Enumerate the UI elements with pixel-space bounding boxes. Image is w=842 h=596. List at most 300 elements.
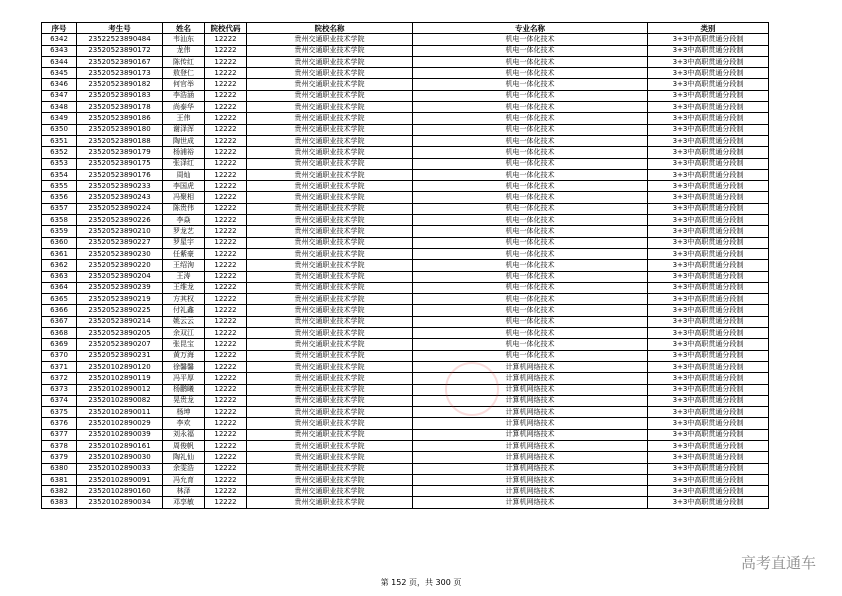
cell-major: 机电一体化技术 [413, 45, 648, 56]
cell-category: 3+3中高职贯通分段制 [648, 282, 769, 293]
cell-name: 何官举 [163, 79, 205, 90]
cell-name: 杨浦裕 [163, 147, 205, 158]
cell-major: 计算机网络技术 [413, 497, 648, 508]
table-row [42, 407, 769, 418]
cell-school-name: 贵州交通职业技术学院 [247, 361, 413, 372]
cell-school-name: 贵州交通职业技术学院 [247, 486, 413, 497]
cell-exam-id: 23520523890243 [77, 192, 163, 203]
cell-seq: 6344 [42, 56, 77, 67]
cell-school-name: 贵州交通职业技术学院 [247, 395, 413, 406]
cell-school-name: 贵州交通职业技术学院 [247, 113, 413, 124]
cell-seq: 6357 [42, 203, 77, 214]
cell-category: 3+3中高职贯通分段制 [648, 147, 769, 158]
cell-school-name: 贵州交通职业技术学院 [247, 463, 413, 474]
cell-major: 机电一体化技术 [413, 215, 648, 226]
cell-school-name: 贵州交通职业技术学院 [247, 474, 413, 485]
cell-exam-id: 23520523890179 [77, 147, 163, 158]
cell-category: 3+3中高职贯通分段制 [648, 486, 769, 497]
table-row [42, 169, 769, 180]
table-row [42, 395, 769, 406]
cell-major: 机电一体化技术 [413, 339, 648, 350]
cell-school-name: 贵州交通职业技术学院 [247, 34, 413, 45]
cell-category: 3+3中高职贯通分段制 [648, 90, 769, 101]
cell-school-code: 12222 [205, 497, 247, 508]
cell-major: 计算机网络技术 [413, 463, 648, 474]
table-row [42, 68, 769, 79]
cell-major: 计算机网络技术 [413, 395, 648, 406]
cell-major: 机电一体化技术 [413, 56, 648, 67]
cell-seq: 6380 [42, 463, 77, 474]
cell-school-name: 贵州交通职业技术学院 [247, 56, 413, 67]
cell-category: 3+3中高职贯通分段制 [648, 463, 769, 474]
cell-major: 机电一体化技术 [413, 158, 648, 169]
cell-major: 计算机网络技术 [413, 486, 648, 497]
cell-school-code: 12222 [205, 181, 247, 192]
cell-exam-id: 23520102890033 [77, 463, 163, 474]
cell-name: 李欢 [163, 418, 205, 429]
cell-school-code: 12222 [205, 113, 247, 124]
cell-major: 机电一体化技术 [413, 79, 648, 90]
cell-category: 3+3中高职贯通分段制 [648, 373, 769, 384]
cell-exam-id: 23520102890039 [77, 429, 163, 440]
cell-school-name: 贵州交通职业技术学院 [247, 237, 413, 248]
cell-school-code: 12222 [205, 384, 247, 395]
cell-name: 李国虎 [163, 181, 205, 192]
cell-major: 机电一体化技术 [413, 226, 648, 237]
cell-school-code: 12222 [205, 226, 247, 237]
table-row [42, 237, 769, 248]
cell-name: 敖登仁 [163, 68, 205, 79]
cell-school-code: 12222 [205, 339, 247, 350]
cell-seq: 6343 [42, 45, 77, 56]
table-row [42, 463, 769, 474]
cell-school-code: 12222 [205, 486, 247, 497]
table-row [42, 113, 769, 124]
cell-school-name: 贵州交通职业技术学院 [247, 226, 413, 237]
cell-major: 计算机网络技术 [413, 407, 648, 418]
cell-exam-id: 23520523890214 [77, 316, 163, 327]
cell-seq: 6355 [42, 181, 77, 192]
cell-name: 黄万海 [163, 350, 205, 361]
cell-exam-id: 23520523890178 [77, 102, 163, 113]
cell-major: 机电一体化技术 [413, 181, 648, 192]
cell-name: 刘永福 [163, 429, 205, 440]
table-row [42, 452, 769, 463]
cell-category: 3+3中高职贯通分段制 [648, 418, 769, 429]
cell-category: 3+3中高职贯通分段制 [648, 339, 769, 350]
cell-school-code: 12222 [205, 248, 247, 259]
cell-school-code: 12222 [205, 237, 247, 248]
cell-exam-id: 23520102890119 [77, 373, 163, 384]
cell-school-name: 贵州交通职业技术学院 [247, 328, 413, 339]
cell-major: 机电一体化技术 [413, 90, 648, 101]
cell-exam-id: 23520102890161 [77, 440, 163, 451]
table-row [42, 418, 769, 429]
cell-seq: 6352 [42, 147, 77, 158]
cell-category: 3+3中高职贯通分段制 [648, 350, 769, 361]
cell-school-name: 贵州交通职业技术学院 [247, 294, 413, 305]
cell-school-name: 贵州交通职业技术学院 [247, 181, 413, 192]
cell-school-name: 贵州交通职业技术学院 [247, 248, 413, 259]
cell-seq: 6345 [42, 68, 77, 79]
cell-name: 王涛 [163, 271, 205, 282]
table-row [42, 282, 769, 293]
table-row [42, 305, 769, 316]
cell-school-code: 12222 [205, 373, 247, 384]
table-body [42, 34, 769, 508]
cell-exam-id: 23520102890012 [77, 384, 163, 395]
cell-school-name: 贵州交通职业技术学院 [247, 339, 413, 350]
cell-school-code: 12222 [205, 158, 247, 169]
table-row [42, 486, 769, 497]
cell-school-name: 贵州交通职业技术学院 [247, 158, 413, 169]
cell-category: 3+3中高职贯通分段制 [648, 56, 769, 67]
cell-exam-id: 23520523890231 [77, 350, 163, 361]
table-row [42, 497, 769, 508]
cell-school-code: 12222 [205, 429, 247, 440]
cell-school-name: 贵州交通职业技术学院 [247, 203, 413, 214]
cell-school-name: 贵州交通职业技术学院 [247, 418, 413, 429]
cell-major: 计算机网络技术 [413, 384, 648, 395]
table-row [42, 124, 769, 135]
cell-name: 付礼鑫 [163, 305, 205, 316]
cell-major: 机电一体化技术 [413, 68, 648, 79]
cell-category: 3+3中高职贯通分段制 [648, 181, 769, 192]
table-row [42, 248, 769, 259]
cell-seq: 6342 [42, 34, 77, 45]
cell-seq: 6378 [42, 440, 77, 451]
cell-category: 3+3中高职贯通分段制 [648, 203, 769, 214]
cell-exam-id: 23520102890034 [77, 497, 163, 508]
admission-list-sheet [41, 22, 768, 509]
cell-school-code: 12222 [205, 215, 247, 226]
table-row [42, 102, 769, 113]
cell-category: 3+3中高职贯通分段制 [648, 113, 769, 124]
cell-seq: 6362 [42, 260, 77, 271]
cell-category: 3+3中高职贯通分段制 [648, 260, 769, 271]
cell-category: 3+3中高职贯通分段制 [648, 294, 769, 305]
header-major: 专业名称 [413, 23, 648, 34]
cell-exam-id: 23520523890173 [77, 68, 163, 79]
cell-category: 3+3中高职贯通分段制 [648, 68, 769, 79]
cell-name: 邓享敏 [163, 497, 205, 508]
cell-name: 晃贵龙 [163, 395, 205, 406]
cell-major: 计算机网络技术 [413, 361, 648, 372]
cell-seq: 6370 [42, 350, 77, 361]
cell-major: 机电一体化技术 [413, 305, 648, 316]
cell-name: 陶礼仙 [163, 452, 205, 463]
cell-school-name: 贵州交通职业技术学院 [247, 373, 413, 384]
cell-category: 3+3中高职贯通分段制 [648, 305, 769, 316]
cell-seq: 6376 [42, 418, 77, 429]
header-seq: 序号 [42, 23, 77, 34]
cell-school-name: 贵州交通职业技术学院 [247, 102, 413, 113]
cell-category: 3+3中高职贯通分段制 [648, 226, 769, 237]
cell-major: 机电一体化技术 [413, 113, 648, 124]
cell-exam-id: 23520523890204 [77, 271, 163, 282]
cell-category: 3+3中高职贯通分段制 [648, 407, 769, 418]
cell-seq: 6366 [42, 305, 77, 316]
cell-exam-id: 23520523890207 [77, 339, 163, 350]
cell-major: 机电一体化技术 [413, 328, 648, 339]
cell-category: 3+3中高职贯通分段制 [648, 361, 769, 372]
table-row [42, 429, 769, 440]
cell-school-name: 贵州交通职业技术学院 [247, 135, 413, 146]
cell-name: 陶世成 [163, 135, 205, 146]
cell-name: 张昆宝 [163, 339, 205, 350]
cell-name: 陈贵伟 [163, 203, 205, 214]
cell-name: 冯聚相 [163, 192, 205, 203]
cell-category: 3+3中高职贯通分段制 [648, 384, 769, 395]
table-row [42, 294, 769, 305]
cell-category: 3+3中高职贯通分段制 [648, 474, 769, 485]
cell-exam-id: 23520523890227 [77, 237, 163, 248]
cell-exam-id: 23520523890167 [77, 56, 163, 67]
cell-school-name: 贵州交通职业技术学院 [247, 192, 413, 203]
cell-name: 王维龙 [163, 282, 205, 293]
cell-major: 机电一体化技术 [413, 34, 648, 45]
cell-school-name: 贵州交通职业技术学院 [247, 452, 413, 463]
cell-category: 3+3中高职贯通分段制 [648, 497, 769, 508]
table-row [42, 440, 769, 451]
cell-school-code: 12222 [205, 294, 247, 305]
cell-school-code: 12222 [205, 271, 247, 282]
cell-exam-id: 23520523890226 [77, 215, 163, 226]
cell-category: 3+3中高职贯通分段制 [648, 135, 769, 146]
cell-exam-id: 23520102890011 [77, 407, 163, 418]
cell-category: 3+3中高职贯通分段制 [648, 169, 769, 180]
cell-major: 机电一体化技术 [413, 237, 648, 248]
cell-exam-id: 23520523890230 [77, 248, 163, 259]
cell-school-code: 12222 [205, 452, 247, 463]
cell-school-name: 贵州交通职业技术学院 [247, 350, 413, 361]
cell-school-code: 12222 [205, 90, 247, 101]
cell-major: 计算机网络技术 [413, 429, 648, 440]
watermark-stamp [445, 362, 499, 416]
cell-seq: 6374 [42, 395, 77, 406]
cell-name: 徐馨馨 [163, 361, 205, 372]
cell-name: 方其权 [163, 294, 205, 305]
cell-category: 3+3中高职贯通分段制 [648, 192, 769, 203]
cell-exam-id: 23520523890210 [77, 226, 163, 237]
cell-category: 3+3中高职贯通分段制 [648, 271, 769, 282]
cell-school-name: 贵州交通职业技术学院 [247, 497, 413, 508]
cell-category: 3+3中高职贯通分段制 [648, 395, 769, 406]
cell-name: 冯平厚 [163, 373, 205, 384]
cell-name: 姚云云 [163, 316, 205, 327]
cell-seq: 6381 [42, 474, 77, 485]
cell-seq: 6363 [42, 271, 77, 282]
cell-seq: 6382 [42, 486, 77, 497]
cell-major: 计算机网络技术 [413, 474, 648, 485]
header-category: 类别 [648, 23, 769, 34]
table-row [42, 271, 769, 282]
cell-exam-id: 23520523890183 [77, 90, 163, 101]
cell-seq: 6379 [42, 452, 77, 463]
cell-exam-id: 23520523890172 [77, 45, 163, 56]
cell-school-code: 12222 [205, 34, 247, 45]
cell-category: 3+3中高职贯通分段制 [648, 79, 769, 90]
cell-major: 机电一体化技术 [413, 260, 648, 271]
cell-exam-id: 23520102890082 [77, 395, 163, 406]
cell-exam-id: 23520523890188 [77, 135, 163, 146]
cell-exam-id: 23520523890186 [77, 113, 163, 124]
cell-seq: 6349 [42, 113, 77, 124]
cell-school-code: 12222 [205, 407, 247, 418]
cell-name: 李浩涵 [163, 90, 205, 101]
table-row [42, 147, 769, 158]
table-row [42, 384, 769, 395]
cell-category: 3+3中高职贯通分段制 [648, 124, 769, 135]
cell-major: 机电一体化技术 [413, 294, 648, 305]
cell-seq: 6353 [42, 158, 77, 169]
cell-school-name: 贵州交通职业技术学院 [247, 147, 413, 158]
cell-school-name: 贵州交通职业技术学院 [247, 45, 413, 56]
table-row [42, 56, 769, 67]
cell-school-code: 12222 [205, 203, 247, 214]
cell-school-name: 贵州交通职业技术学院 [247, 282, 413, 293]
cell-name: 韦汕东 [163, 34, 205, 45]
cell-name: 余雯浩 [163, 463, 205, 474]
cell-name: 周灿 [163, 169, 205, 180]
cell-major: 机电一体化技术 [413, 169, 648, 180]
cell-name: 龙伟 [163, 45, 205, 56]
cell-school-code: 12222 [205, 282, 247, 293]
cell-name: 陈传红 [163, 56, 205, 67]
cell-major: 计算机网络技术 [413, 452, 648, 463]
table-row [42, 34, 769, 45]
table-row [42, 90, 769, 101]
cell-school-name: 贵州交通职业技术学院 [247, 316, 413, 327]
table-row [42, 339, 769, 350]
cell-school-name: 贵州交通职业技术学院 [247, 68, 413, 79]
cell-exam-id: 23520523890233 [77, 181, 163, 192]
table-row [42, 203, 769, 214]
cell-exam-id: 23520523890224 [77, 203, 163, 214]
cell-seq: 6383 [42, 497, 77, 508]
cell-name: 王伟 [163, 113, 205, 124]
table-row [42, 181, 769, 192]
table-row [42, 215, 769, 226]
table-row [42, 316, 769, 327]
cell-name: 罗星宇 [163, 237, 205, 248]
cell-seq: 6351 [42, 135, 77, 146]
cell-category: 3+3中高职贯通分段制 [648, 452, 769, 463]
cell-school-code: 12222 [205, 463, 247, 474]
cell-major: 机电一体化技术 [413, 147, 648, 158]
cell-school-name: 贵州交通职业技术学院 [247, 124, 413, 135]
cell-school-name: 贵州交通职业技术学院 [247, 79, 413, 90]
cell-seq: 6350 [42, 124, 77, 135]
cell-name: 谢泽浑 [163, 124, 205, 135]
header-school-code: 院校代码 [205, 23, 247, 34]
cell-school-code: 12222 [205, 328, 247, 339]
cell-exam-id: 23520102890029 [77, 418, 163, 429]
cell-seq: 6368 [42, 328, 77, 339]
cell-school-code: 12222 [205, 56, 247, 67]
cell-name: 尚泰华 [163, 102, 205, 113]
cell-school-name: 贵州交通职业技术学院 [247, 407, 413, 418]
page-footer: 第 152 页，共 300 页 [380, 578, 462, 587]
table-row [42, 192, 769, 203]
cell-seq: 6377 [42, 429, 77, 440]
cell-name: 李焱 [163, 215, 205, 226]
cell-school-code: 12222 [205, 169, 247, 180]
cell-seq: 6372 [42, 373, 77, 384]
cell-school-name: 贵州交通职业技术学院 [247, 90, 413, 101]
cell-exam-id: 23520523890180 [77, 124, 163, 135]
cell-school-code: 12222 [205, 192, 247, 203]
cell-category: 3+3中高职贯通分段制 [648, 158, 769, 169]
cell-seq: 6375 [42, 407, 77, 418]
cell-major: 机电一体化技术 [413, 102, 648, 113]
cell-exam-id: 23522523890484 [77, 34, 163, 45]
table-row [42, 373, 769, 384]
cell-school-name: 贵州交通职业技术学院 [247, 384, 413, 395]
header-school-name: 院校名称 [247, 23, 413, 34]
cell-exam-id: 23520523890225 [77, 305, 163, 316]
cell-major: 机电一体化技术 [413, 282, 648, 293]
cell-name: 任紫豪 [163, 248, 205, 259]
cell-seq: 6373 [42, 384, 77, 395]
cell-category: 3+3中高职贯通分段制 [648, 34, 769, 45]
cell-name: 杨坤 [163, 407, 205, 418]
header-exam-id: 考生号 [77, 23, 163, 34]
cell-name: 林泽 [163, 486, 205, 497]
cell-exam-id: 23520523890219 [77, 294, 163, 305]
cell-seq: 6358 [42, 215, 77, 226]
cell-exam-id: 23520523890239 [77, 282, 163, 293]
cell-exam-id: 23520102890091 [77, 474, 163, 485]
cell-major: 计算机网络技术 [413, 373, 648, 384]
watermark-text: 高考直通车 [740, 554, 816, 572]
cell-school-name: 贵州交通职业技术学院 [247, 305, 413, 316]
cell-school-code: 12222 [205, 350, 247, 361]
cell-school-name: 贵州交通职业技术学院 [247, 271, 413, 282]
cell-name: 周俊帆 [163, 440, 205, 451]
cell-name: 王绍洵 [163, 260, 205, 271]
cell-major: 计算机网络技术 [413, 418, 648, 429]
cell-category: 3+3中高职贯通分段制 [648, 102, 769, 113]
cell-school-code: 12222 [205, 395, 247, 406]
cell-school-code: 12222 [205, 68, 247, 79]
cell-seq: 6364 [42, 282, 77, 293]
cell-category: 3+3中高职贯通分段制 [648, 316, 769, 327]
cell-school-code: 12222 [205, 316, 247, 327]
cell-name: 杨鹏曦 [163, 384, 205, 395]
table-row [42, 45, 769, 56]
cell-school-name: 贵州交通职业技术学院 [247, 215, 413, 226]
cell-seq: 6354 [42, 169, 77, 180]
cell-major: 机电一体化技术 [413, 135, 648, 146]
cell-major: 机电一体化技术 [413, 271, 648, 282]
cell-school-name: 贵州交通职业技术学院 [247, 169, 413, 180]
cell-category: 3+3中高职贯通分段制 [648, 440, 769, 451]
cell-seq: 6346 [42, 79, 77, 90]
cell-name: 罗龙艺 [163, 226, 205, 237]
table-row [42, 350, 769, 361]
cell-seq: 6347 [42, 90, 77, 101]
cell-major: 机电一体化技术 [413, 192, 648, 203]
cell-school-code: 12222 [205, 135, 247, 146]
cell-category: 3+3中高职贯通分段制 [648, 248, 769, 259]
table-row [42, 361, 769, 372]
cell-school-code: 12222 [205, 147, 247, 158]
cell-exam-id: 23520102890030 [77, 452, 163, 463]
cell-seq: 6365 [42, 294, 77, 305]
cell-name: 冯允育 [163, 474, 205, 485]
cell-school-code: 12222 [205, 440, 247, 451]
